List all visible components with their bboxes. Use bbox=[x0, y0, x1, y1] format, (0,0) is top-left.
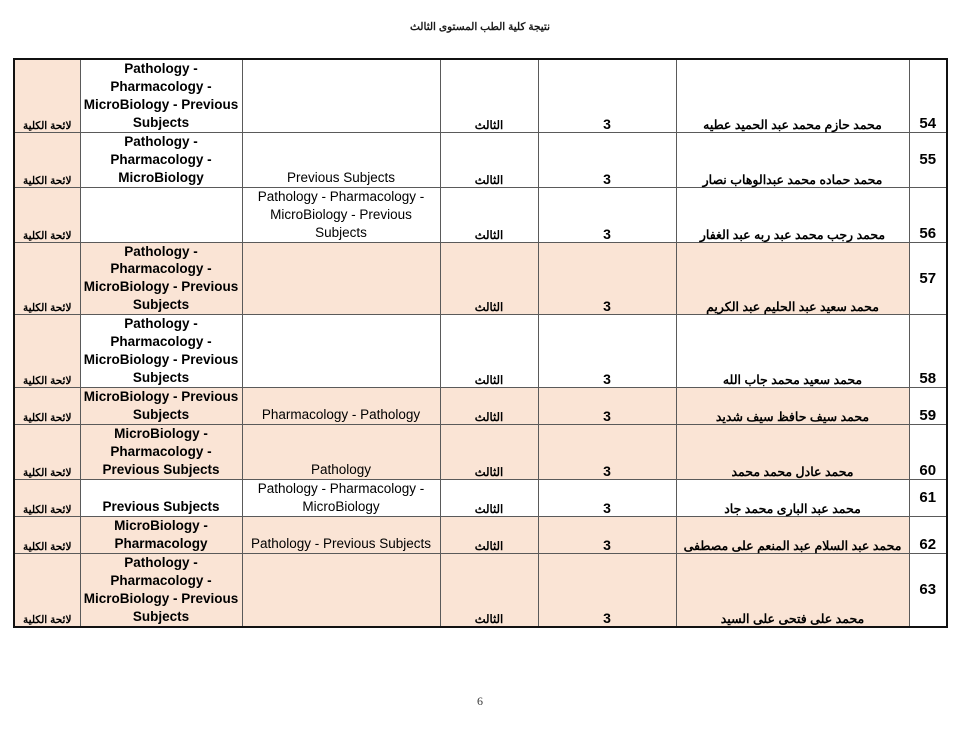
subject-count: 3 bbox=[538, 59, 676, 132]
subjects-secondary: Pathology bbox=[242, 425, 440, 480]
regulation-label: لائحة الكلية bbox=[14, 479, 80, 516]
student-name: محمد عبد السلام عبد المنعم على مصطفى bbox=[676, 516, 909, 553]
subjects-primary: Pathology - Pharmacology - MicroBiology - Previous Subjects bbox=[80, 315, 242, 388]
regulation-label: لائحة الكلية bbox=[14, 132, 80, 187]
regulation-label: لائحة الكلية bbox=[14, 242, 80, 315]
table-row bbox=[14, 553, 947, 626]
subjects-primary bbox=[80, 187, 242, 242]
subjects-primary: Pathology - Pharmacology - MicroBiology - Previous Subjects bbox=[80, 242, 242, 315]
subjects-secondary bbox=[242, 242, 440, 315]
student-name: محمد على فتحى على السيد bbox=[676, 553, 909, 626]
page-title: نتيجة كلية الطب المستوى الثالث bbox=[409, 21, 550, 33]
subjects-primary: MicroBiology - Pharmacology bbox=[80, 516, 242, 553]
subject-count: 3 bbox=[538, 132, 676, 187]
student-name: محمد حماده محمد عبدالوهاب نصار bbox=[676, 132, 909, 187]
subjects-secondary: Pathology - Previous Subjects bbox=[242, 516, 440, 553]
row-serial-number: 54 bbox=[909, 59, 947, 132]
row-serial-number: 60 bbox=[909, 425, 947, 480]
student-name: محمد رجب محمد عبد ربه عبد الغفار bbox=[676, 187, 909, 242]
subject-count: 3 bbox=[538, 516, 676, 553]
regulation-label: لائحة الكلية bbox=[14, 425, 80, 480]
table-row bbox=[14, 187, 947, 242]
student-name: محمد عبد البارى محمد جاد bbox=[676, 479, 909, 516]
results-table bbox=[13, 58, 948, 628]
subject-count: 3 bbox=[538, 425, 676, 480]
academic-level: الثالث bbox=[440, 187, 538, 242]
row-serial-number: 57 bbox=[909, 242, 947, 315]
subjects-primary: Pathology - Pharmacology - MicroBiology - Previous Subjects bbox=[80, 553, 242, 626]
table-row bbox=[14, 425, 947, 480]
subjects-secondary bbox=[242, 315, 440, 388]
regulation-label: لائحة الكلية bbox=[14, 59, 80, 132]
row-serial-number: 55 bbox=[909, 132, 947, 187]
regulation-label: لائحة الكلية bbox=[14, 388, 80, 425]
table-row bbox=[14, 479, 947, 516]
subject-count: 3 bbox=[538, 187, 676, 242]
row-serial-number: 58 bbox=[909, 315, 947, 388]
subjects-primary: Previous Subjects bbox=[80, 479, 242, 516]
regulation-label: لائحة الكلية bbox=[14, 187, 80, 242]
subjects-secondary: Pathology - Pharmacology - MicroBiology bbox=[242, 479, 440, 516]
subjects-primary: Pathology - Pharmacology - MicroBiology - Previous Subjects bbox=[80, 59, 242, 132]
table-row bbox=[14, 388, 947, 425]
academic-level: الثالث bbox=[440, 553, 538, 626]
subjects-secondary bbox=[242, 553, 440, 626]
results-table-container bbox=[13, 58, 939, 628]
academic-level: الثالث bbox=[440, 132, 538, 187]
row-serial-number: 63 bbox=[909, 553, 947, 626]
row-serial-number: 56 bbox=[909, 187, 947, 242]
subjects-secondary: Pathology - Pharmacology - MicroBiology - Previous Subjects bbox=[242, 187, 440, 242]
subjects-secondary: Previous Subjects bbox=[242, 132, 440, 187]
academic-level: الثالث bbox=[440, 388, 538, 425]
subject-count: 3 bbox=[538, 553, 676, 626]
row-serial-number: 59 bbox=[909, 388, 947, 425]
table-row bbox=[14, 59, 947, 132]
table-row bbox=[14, 315, 947, 388]
subjects-secondary: Pharmacology - Pathology bbox=[242, 388, 440, 425]
student-name: محمد سيف حافظ سيف شديد bbox=[676, 388, 909, 425]
regulation-label: لائحة الكلية bbox=[14, 315, 80, 388]
subject-count: 3 bbox=[538, 388, 676, 425]
regulation-label: لائحة الكلية bbox=[14, 553, 80, 626]
student-name: محمد سعيد عبد الحليم عبد الكريم bbox=[676, 242, 909, 315]
academic-level: الثالث bbox=[440, 315, 538, 388]
regulation-label: لائحة الكلية bbox=[14, 516, 80, 553]
results-table-body bbox=[14, 59, 947, 627]
academic-level: الثالث bbox=[440, 242, 538, 315]
student-name: محمد عادل محمد محمد bbox=[676, 425, 909, 480]
table-row bbox=[14, 516, 947, 553]
table-row bbox=[14, 242, 947, 315]
subject-count: 3 bbox=[538, 479, 676, 516]
student-name: محمد حازم محمد عبد الحميد عطيه bbox=[676, 59, 909, 132]
subject-count: 3 bbox=[538, 242, 676, 315]
subjects-primary: MicroBiology - Previous Subjects bbox=[80, 388, 242, 425]
academic-level: الثالث bbox=[440, 59, 538, 132]
row-serial-number: 61 bbox=[909, 479, 947, 516]
table-row bbox=[14, 132, 947, 187]
academic-level: الثالث bbox=[440, 425, 538, 480]
subjects-secondary bbox=[242, 59, 440, 132]
row-serial-number: 62 bbox=[909, 516, 947, 553]
page-number: 6 bbox=[477, 694, 483, 708]
academic-level: الثالث bbox=[440, 516, 538, 553]
student-name: محمد سعيد محمد جاب الله bbox=[676, 315, 909, 388]
subjects-primary: MicroBiology - Pharmacology - Previous Subjects bbox=[80, 425, 242, 480]
subject-count: 3 bbox=[538, 315, 676, 388]
academic-level: الثالث bbox=[440, 479, 538, 516]
subjects-primary: Pathology - Pharmacology - MicroBiology bbox=[80, 132, 242, 187]
